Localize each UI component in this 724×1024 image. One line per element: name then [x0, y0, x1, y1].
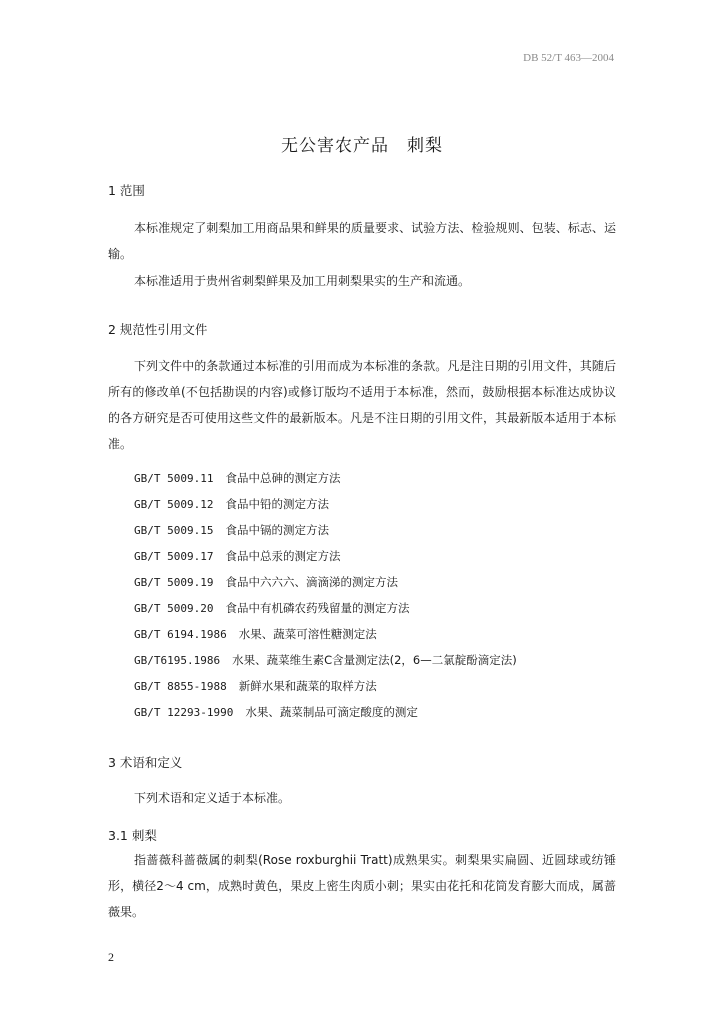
- reference-item: [134, 699, 517, 725]
- reference-item: [134, 491, 517, 517]
- reference-list: [134, 465, 517, 725]
- reference-title: 食品中总砷的测定方法: [225, 471, 341, 485]
- reference-title: 食品中镉的测定方法: [225, 523, 329, 537]
- reference-code: GB/T 5009.19: [134, 576, 214, 589]
- reference-code: GB/T6195.1986: [134, 654, 221, 667]
- reference-title: 水果、蔬菜可溶性糖测定法: [238, 627, 377, 641]
- section-2-heading: 2 规范性引用文件: [108, 322, 208, 337]
- reference-title: 食品中总汞的测定方法: [225, 549, 341, 563]
- reference-code: GB/T 6194.1986: [134, 628, 227, 641]
- reference-item: [134, 647, 517, 673]
- reference-title: 食品中六六六、滴滴涕的测定方法: [225, 575, 398, 589]
- reference-code: GB/T 5009.15: [134, 524, 214, 537]
- reference-item: [134, 569, 517, 595]
- section-3-1-heading: 3.1 刺梨: [108, 828, 157, 843]
- reference-item: [134, 543, 517, 569]
- reference-item: [134, 673, 517, 699]
- reference-code: GB/T 5009.20: [134, 602, 214, 615]
- section-1-paragraph-1: 本标准规定了刺梨加工用商品果和鲜果的质量要求、试验方法、检验规则、包装、标志、运输。: [108, 221, 616, 261]
- section-3-1-paragraph-1: 指蔷薇科蔷薇属的刺梨(Rose roxburghii Tratt)成熟果实。刺梨果实扁圆、近圆球或纺锤形，横径2～4 cm，成熟时黄色，果皮上密生肉质小刺；果实由花托和花筒发育膨大而成，属蔷薇果。: [108, 853, 616, 919]
- document-title: 无公害农产品 刺梨: [281, 136, 443, 156]
- section-1-paragraph-2: 本标准适用于贵州省刺梨鲜果及加工用刺梨果实的生产和流通。: [134, 274, 471, 288]
- reference-title: 新鲜水果和蔬菜的取样方法: [238, 679, 377, 693]
- reference-item: [134, 465, 517, 491]
- section-3-paragraph-1: 下列术语和定义适于本标准。: [134, 791, 291, 805]
- reference-code: GB/T 5009.11: [134, 472, 214, 485]
- page-number: 2: [108, 950, 114, 964]
- section-2-paragraph-1: 下列文件中的条款通过本标准的引用而成为本标准的条款。凡是注日期的引用文件，其随后所有的修改单(不包括勘误的内容)或修订版均不适用于本标准，然而，鼓励根据本标准达成协议的各方研究是否可使用这些文件的最新版本。凡是不注日期的引用文件，其最新版本适用于本标准。: [108, 359, 616, 451]
- reference-code: GB/T 8855-1988: [134, 680, 227, 693]
- reference-code: GB/T 5009.12: [134, 498, 214, 511]
- reference-title: 水果、蔬菜制品可滴定酸度的测定: [245, 705, 418, 719]
- section-1-heading: 1 范围: [108, 183, 145, 198]
- reference-item: [134, 595, 517, 621]
- reference-title: 食品中有机磷农药残留量的测定方法: [225, 601, 410, 615]
- reference-code: GB/T 5009.17: [134, 550, 214, 563]
- reference-code: GB/T 12293-1990: [134, 706, 234, 719]
- reference-item: [134, 517, 517, 543]
- document-code: DB 52/T 463—2004: [523, 52, 614, 64]
- reference-title: 食品中铅的测定方法: [225, 497, 329, 511]
- reference-item: [134, 621, 517, 647]
- section-3-heading: 3 术语和定义: [108, 755, 183, 770]
- reference-title: 水果、蔬菜维生素C含量测定法(2，6—二氯靛酚滴定法): [232, 653, 517, 667]
